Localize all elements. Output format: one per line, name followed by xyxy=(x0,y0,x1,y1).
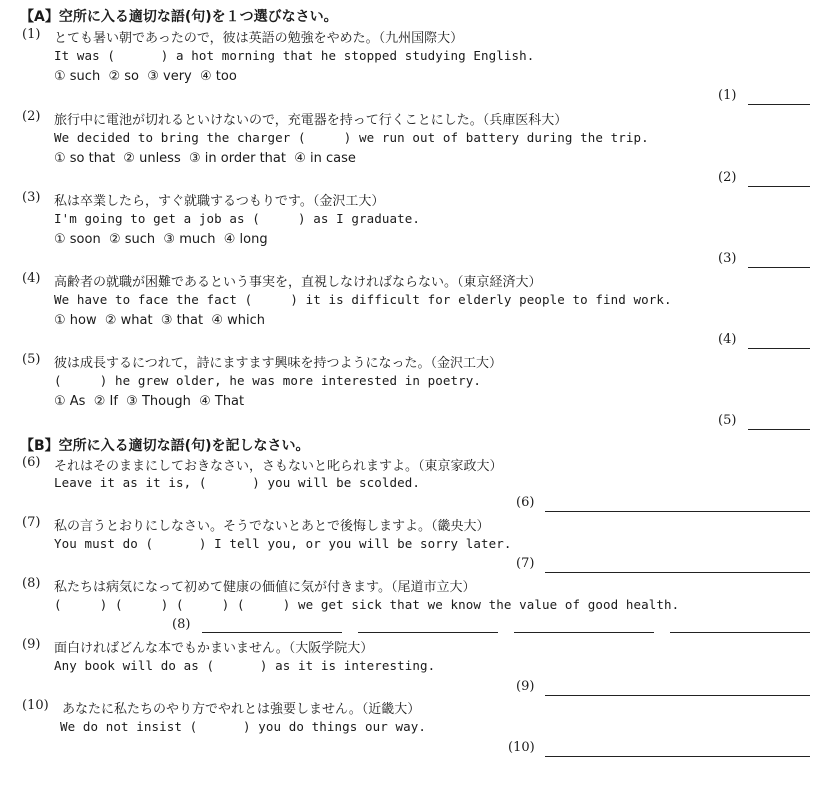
question-japanese: 私たちは病気になって初めて健康の価値に気が付きます。（尾道市立大） xyxy=(54,580,476,595)
question-english: We do not insist ( ) you do things our way. xyxy=(60,719,427,734)
question-number: (9) xyxy=(22,637,41,652)
question-english: I'm going to get a job as ( ) as I graduate. xyxy=(54,211,421,226)
answer-label: (6) xyxy=(516,495,535,510)
question-english: Leave it as it is, ( ) you will be scolded. xyxy=(54,475,421,490)
answer-blank[interactable] xyxy=(748,348,810,349)
answer-label: (5) xyxy=(718,413,737,428)
question-number: (8) xyxy=(22,576,41,591)
question-japanese: 彼は成長するにつれて，詩にますます興味を持つようになった。（金沢工大） xyxy=(54,356,502,371)
question-choices: ① how ② what ③ that ④ which xyxy=(54,313,265,328)
question-english: It was ( ) a hot morning that he stopped studying English. xyxy=(54,48,535,63)
question-japanese: 旅行中に電池が切れるといけないので，充電器を持って行くことにした。（兵庫医科大） xyxy=(54,113,568,128)
question-choices: ① so that ② unless ③ in order that ④ in case xyxy=(54,151,356,166)
answer-blank-1[interactable] xyxy=(202,632,342,633)
question-choices: ① such ② so ③ very ④ too xyxy=(54,69,237,84)
answer-label: (2) xyxy=(718,170,737,185)
question-english: ( ) he grew older, he was more interested in poetry. xyxy=(54,373,482,388)
question-number: (3) xyxy=(22,190,41,205)
question-japanese: あなたに私たちのやり方でやれとは強要しません。（近畿大） xyxy=(62,702,421,717)
question-english: ( ) ( ) ( ) ( ) we get sick that we know the value of good health. xyxy=(54,597,680,612)
question-japanese: 私は卒業したら，すぐ就職するつもりです。（金沢工大） xyxy=(54,194,385,209)
section-a-title: 【A】空所に入る適切な語(句)を１つ選びなさい。 xyxy=(20,9,338,25)
question-number: (6) xyxy=(22,455,41,470)
question-number: (1) xyxy=(22,27,41,42)
answer-blank[interactable] xyxy=(748,267,810,268)
answer-label: (9) xyxy=(516,679,535,694)
answer-blank[interactable] xyxy=(748,429,810,430)
answer-blank-2[interactable] xyxy=(358,632,498,633)
answer-label: (4) xyxy=(718,332,737,347)
answer-blank[interactable] xyxy=(748,186,810,187)
question-choices: ① As ② If ③ Though ④ That xyxy=(54,394,245,409)
answer-blank[interactable] xyxy=(545,511,810,512)
answer-blank[interactable] xyxy=(545,572,810,573)
answer-label: (8) xyxy=(172,617,191,632)
question-english: We decided to bring the charger ( ) we run out of battery during the trip. xyxy=(54,130,649,145)
question-english: Any book will do as ( ) as it is interesting. xyxy=(54,658,436,673)
answer-label: (10) xyxy=(508,740,535,755)
question-japanese: 私の言うとおりにしなさい。そうでないとあとで後悔しますよ。（畿央大） xyxy=(54,519,490,534)
question-japanese: それはそのままにしておきなさい，さもないと叱られますよ。（東京家政大） xyxy=(54,459,503,474)
question-choices: ① soon ② such ③ much ④ long xyxy=(54,232,268,247)
question-number: (5) xyxy=(22,352,41,367)
answer-blank[interactable] xyxy=(545,756,810,757)
answer-label: (3) xyxy=(718,251,737,266)
question-number: (2) xyxy=(22,109,41,124)
answer-blank[interactable] xyxy=(748,104,810,105)
answer-blank[interactable] xyxy=(545,695,810,696)
question-number: (7) xyxy=(22,515,41,530)
question-japanese: とても暑い朝であったので，彼は英語の勉強をやめた。（九州国際大） xyxy=(54,31,464,46)
question-japanese: 高齢者の就職が困難であるという事実を，直視しなければならない。（東京経済大） xyxy=(54,275,542,290)
section-b-title: 【B】空所に入る適切な語(句)を記しなさい。 xyxy=(20,438,310,454)
answer-label: (1) xyxy=(718,88,737,103)
answer-blank-4[interactable] xyxy=(670,632,810,633)
question-english: We have to face the fact ( ) it is difficult for elderly people to find work. xyxy=(54,292,672,307)
question-number: (10) xyxy=(22,698,49,713)
answer-label: (7) xyxy=(516,556,535,571)
question-english: You must do ( ) I tell you, or you will be sorry later. xyxy=(54,536,512,551)
answer-blank-3[interactable] xyxy=(514,632,654,633)
question-number: (4) xyxy=(22,271,41,286)
question-japanese: 面白ければどんな本でもかまいません。（大阪学院大） xyxy=(54,641,374,656)
